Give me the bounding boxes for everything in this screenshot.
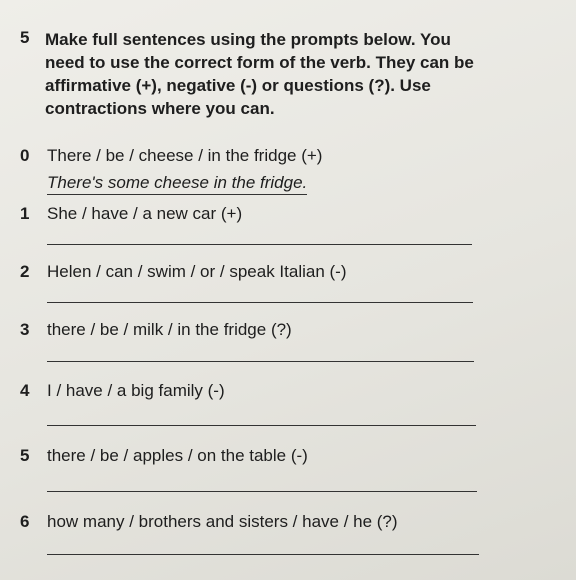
example-answer: There's some cheese in the fridge. (47, 173, 307, 195)
answer-line[interactable] (47, 361, 474, 362)
answer-line[interactable] (47, 302, 473, 303)
item-number: 3 (20, 320, 30, 339)
item-number: 0 (20, 146, 30, 165)
answer-line[interactable] (47, 425, 476, 426)
item-number: 2 (20, 262, 30, 281)
answer-line[interactable] (47, 244, 472, 245)
item-number: 4 (20, 381, 30, 400)
item-prompt: how many / brothers and sisters / have / he (?) (47, 512, 398, 531)
answer-line[interactable] (47, 554, 479, 555)
exercise-number: 5 (20, 28, 30, 47)
exercise-instructions: Make full sentences using the prompts below. You need to use the correct form of the verb. They can be affirmative (+), negative (-) or questions (?). Use contractions where you can. (45, 30, 474, 118)
item-number: 5 (20, 446, 30, 465)
answer-line[interactable] (47, 491, 477, 492)
item-prompt: I / have / a big family (-) (47, 381, 225, 400)
item-prompt: There / be / cheese / in the fridge (+) (47, 146, 323, 165)
item-prompt: there / be / milk / in the fridge (?) (47, 320, 292, 339)
item-number: 1 (20, 204, 30, 223)
item-prompt: Helen / can / swim / or / speak Italian (-) (47, 262, 347, 281)
item-prompt: She / have / a new car (+) (47, 204, 243, 223)
item-number: 6 (20, 512, 30, 531)
item-prompt: there / be / apples / on the table (-) (47, 446, 308, 465)
